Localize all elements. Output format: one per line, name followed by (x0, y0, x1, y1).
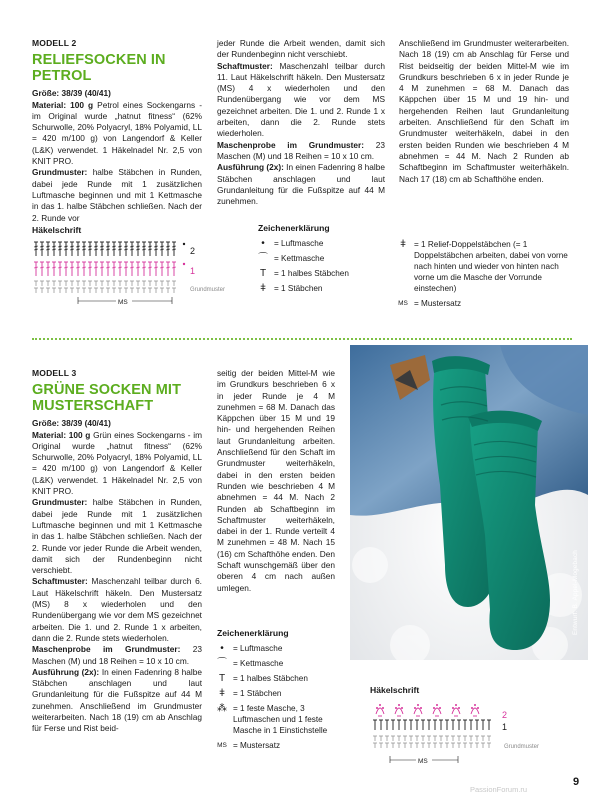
stitch-base (148, 288, 152, 293)
stitch-row2 (100, 242, 104, 256)
stitch-base (391, 736, 395, 741)
stitch-base (124, 288, 128, 293)
model2-size: Größe: 38/39 (40/41) (32, 88, 111, 99)
stitch-row1 (433, 720, 437, 730)
stitch-row1 (385, 720, 389, 730)
stitch-base (106, 288, 110, 293)
legend-symbol-icon: • (220, 643, 224, 654)
stitch-base (52, 288, 56, 293)
paragraph (32, 430, 202, 498)
legend-text: = 1 halbes Stäbchen (274, 269, 349, 278)
paragraph (217, 140, 385, 163)
paragraph-lead: Grundmuster: (32, 167, 88, 178)
stitch-row2 (70, 242, 74, 256)
stitch-base (118, 281, 122, 286)
stitch-row1 (172, 262, 176, 276)
stitch-base (403, 736, 407, 741)
stitch-base (46, 281, 50, 286)
stitch-row2 (118, 242, 122, 256)
stitch-row1 (88, 262, 92, 276)
stitch-base (397, 736, 401, 741)
model3-label: MODELL 3 (32, 368, 77, 378)
stitch-row2 (88, 242, 92, 256)
stitch-base (373, 743, 377, 748)
paragraph-text: Petrol eines Sockengarns - im Original wurde „hatnut fitness“ (62% Schurwolle, 20% Polyacryl, 18% Polyamid, LL = 420 m/100 g) von Langendorf & Keller (L&K) verwendet. 1 Häkelnadel Nr. 2,5 von KNIT PRO. (32, 99, 202, 167)
stitch-row1 (100, 262, 104, 276)
paragraph (32, 644, 202, 667)
stitch-row1 (52, 262, 56, 276)
stitch-base (415, 736, 419, 741)
model2-legend-heading: Zeichenerklärung (258, 223, 330, 233)
paragraph-text: Maschenzahl teilbar durch 6. Laut Häkelschrift häkeln. Den Mustersatz (MS) 8 x wiederholen und den Rundenübergang wie vor dem MS gezeichnet arbeiten. Die 1. und 2. Runde 1 x arbeiten, dann die 2. Runde stets wiederholen. (32, 576, 202, 643)
stitch-row1 (166, 262, 170, 276)
stitch-base (385, 736, 389, 741)
model3-chart-row-2: 2 (502, 710, 508, 720)
model3-column-1 (32, 368, 202, 735)
stitch-base (142, 281, 146, 286)
stitch-base (76, 281, 80, 286)
stitch-base (160, 281, 164, 286)
stitch-row1 (445, 720, 449, 730)
stitch-base (34, 281, 38, 286)
paragraph-lead: Ausführung (2x): (32, 666, 100, 677)
stitch-base (160, 288, 164, 293)
stitch-row2 (34, 242, 38, 256)
shell-stitch (471, 704, 479, 716)
stitch-base (481, 743, 485, 748)
paragraph-text: halbe Stäbchen in Runden, dabei jede Runde mit 1 zusätzlichen Luftmasche beginnen und mit 1 Kettmasche in das 1. halbe Stäbchen schließen. Nach der 2. Runde vor jeder Runde die Arbeit wenden, damit sich der Rundenbeginn nicht verschiebt. (32, 497, 202, 576)
model3-col1-paras (32, 430, 202, 735)
legend-row (392, 239, 572, 294)
paragraph-lead: Schaftmuster: (32, 576, 88, 587)
stitch-row1 (463, 720, 467, 730)
stitch-row1 (487, 720, 491, 730)
stitch-base (433, 743, 437, 748)
stitch-row1 (451, 720, 455, 730)
stitch-base (88, 281, 92, 286)
legend-row (252, 238, 387, 249)
legend-text: = Mustersatz (414, 299, 462, 308)
stitch-row1 (40, 262, 44, 276)
chain-stitch (183, 243, 185, 245)
stitch-base (463, 736, 467, 741)
stitch-row2 (172, 242, 176, 256)
section-divider (32, 338, 572, 340)
legend-text: = 1 Stäbchen (233, 689, 282, 698)
stitch-base (487, 743, 491, 748)
paragraph-lead: Maschenprobe im Grundmuster: (217, 139, 365, 150)
stitch-row1 (106, 262, 110, 276)
socks-illustration (350, 345, 588, 660)
paragraph-lead: Grundmuster: (32, 497, 88, 508)
legend-text: = Kettmasche (233, 659, 284, 668)
stitch-row1 (142, 262, 146, 276)
stitch-base (58, 288, 62, 293)
stitch-row1 (94, 262, 98, 276)
model2-column-3 (399, 38, 569, 185)
legend-symbol-icon: MS (398, 300, 408, 307)
stitch-row2 (136, 242, 140, 256)
paragraph-text: jeder Runde die Arbeit wenden, damit sich der Rundenbeginn nicht verschiebt. (217, 38, 385, 60)
stitch-base (100, 288, 104, 293)
stitch-base (409, 736, 413, 741)
stitch-base (427, 743, 431, 748)
legend-symbol-icon: MS (217, 742, 227, 749)
stitch-row2 (52, 242, 56, 256)
model3-ms-label: MS (418, 758, 428, 765)
stitch-row1 (130, 262, 134, 276)
stitch-row1 (76, 262, 80, 276)
stitch-row1 (469, 720, 473, 730)
paragraph (399, 38, 569, 185)
stitch-base (427, 736, 431, 741)
paragraph-text: 23 Maschen (M) und 18 Reihen = 10 x 10 cm. (32, 644, 202, 666)
paragraph (32, 576, 202, 644)
legend-symbol-icon: ǂ (219, 688, 225, 699)
paragraph (217, 162, 385, 207)
paragraph-text: In einen Fadenring 8 halbe Stäbchen anschlagen und laut Grundanleitung für die Fußspitze auf 44 M zunehmen. (217, 162, 385, 207)
stitch-base (172, 288, 176, 293)
stitch-base (88, 288, 92, 293)
stitch-row1 (136, 262, 140, 276)
model2-column-2 (217, 38, 385, 207)
stitch-row1 (415, 720, 419, 730)
paragraph (217, 38, 385, 61)
stitch-base (40, 281, 44, 286)
stitch-base (172, 281, 176, 286)
stitch-row2 (106, 242, 110, 256)
stitch-base (112, 281, 116, 286)
stitch-row1 (154, 262, 158, 276)
stitch-base (70, 281, 74, 286)
legend-text: = Mustersatz (233, 741, 281, 750)
stitch-base (64, 288, 68, 293)
model2-chart-stitches (34, 242, 185, 293)
socks-photo (350, 345, 588, 660)
model2-crochet-chart (32, 238, 242, 308)
stitch-base (439, 736, 443, 741)
legend-symbol-icon: T (218, 673, 226, 684)
legend-row (211, 688, 346, 699)
legend-row (211, 740, 346, 751)
model2-chart-row-2: 2 (190, 246, 196, 256)
stitch-base (385, 743, 389, 748)
stitch-base (475, 743, 479, 748)
stitch-row2 (40, 242, 44, 256)
stitch-base (457, 736, 461, 741)
model2-legend-left (252, 238, 387, 298)
model2-chart-base-label: Grundmuster (190, 287, 226, 293)
model2-label: MODELL 2 (32, 38, 77, 48)
model3-size: Größe: 38/39 (40/41) (32, 418, 111, 429)
stitch-base (142, 288, 146, 293)
legend-row (252, 268, 387, 279)
stitch-row2 (82, 242, 86, 256)
paragraph-text: Anschließend im Grundmuster weiterarbeiten. Nach 18 (19) cm ab Anschlag für Ferse und Rist beidseitig der beiden Mittel-M wie im Grundkurs beschrieben 6 x in jeder Runde je 4 M zunehmen = 68 M. Danach das Käppchen über 15 M und 19 hin- und hergehenden Reihen laut Grundanleitung arbeiten. Anschließend für den Schaft im Grundmuster weiterhäkeln, dabei in den ersten beiden Runden wie beschrieben 4 M abnehmen = 44 M. Nach 2 Runden ab Schaftbeginn im Schaftmuster weiterhäkeln. Nach 17 (18) cm ab Schafthöhe enden. (399, 38, 569, 184)
shell-stitch (414, 704, 422, 716)
legend-row (252, 253, 387, 264)
stitch-row2 (124, 242, 128, 256)
stitch-base (469, 743, 473, 748)
legend-row (211, 703, 346, 736)
stitch-base (34, 288, 38, 293)
stitch-base (46, 288, 50, 293)
legend-text: = Luftmasche (233, 644, 283, 653)
stitch-base (154, 288, 158, 293)
stitch-row2 (46, 242, 50, 256)
paragraph-lead: Schaftmuster: (217, 60, 273, 71)
stitch-base (70, 288, 74, 293)
stitch-row1 (427, 720, 431, 730)
legend-text: = Luftmasche (274, 239, 324, 248)
paragraph-text: seitig der beiden Mittel-M wie im Grundkurs beschrieben 6 x in jeder Runde je 4 M zunehmen = 68 M. Danach das Käppchen über 15 M und 19 hin- und hergehenden Reihen laut Grundanleitung arbeiten. Anschließend für den Schaft im Grundmuster weiterhäkeln, dabei in den ersten beiden Runden wie beschrieben 4 M abnehmen = 44 M. Nach 2 Runden ab Schaftbeginn im Schaftmuster weiterhäkeln, dabei in der 1. Runde verteilt 4 M zunehmen = 48 M. Nach 15 (16) cm Schafthöhe enden. Den Schaft wunschgemäß über den oberen 4 cm nach außen umlegen. (217, 368, 335, 593)
stitch-row1 (421, 720, 425, 730)
stitch-base (451, 743, 455, 748)
stitch-row2 (154, 242, 158, 256)
stitch-base (148, 281, 152, 286)
legend-row (392, 298, 572, 309)
stitch-row2 (160, 242, 164, 256)
stitch-row1 (34, 262, 38, 276)
stitch-row2 (166, 242, 170, 256)
model2-title: RELIEFSOCKEN IN PETROL (32, 52, 166, 85)
model3-col2-paras (217, 368, 335, 594)
stitch-base (94, 288, 98, 293)
stitch-base (475, 736, 479, 741)
stitch-base (463, 743, 467, 748)
model3-chart-stitches (373, 704, 491, 748)
stitch-row1 (58, 262, 62, 276)
stitch-row1 (124, 262, 128, 276)
stitch-row2 (64, 242, 68, 256)
paragraph-text: Maschenzahl teilbar durch 11. Laut Häkelschrift häkeln. Den Mustersatz (MS) 4 x wiederholen und den Rundenübergang wie vor dem MS gezeichnet arbeiten. Die 1. und 2. Runde 1 x arbeiten, dann die 2. Runde stets wiederholen. (217, 60, 385, 139)
shell-stitch (452, 704, 460, 716)
stitch-row1 (457, 720, 461, 730)
model2-col1-paras (32, 100, 202, 224)
stitch-base (487, 736, 491, 741)
stitch-base (136, 288, 140, 293)
stitch-row1 (391, 720, 395, 730)
shell-stitch (376, 704, 384, 716)
stitch-base (439, 743, 443, 748)
stitch-base (415, 743, 419, 748)
paragraph-text: 23 Maschen (M) und 18 Reihen = 10 x 10 cm. (217, 139, 385, 161)
stitch-row2 (148, 242, 152, 256)
stitch-row1 (379, 720, 383, 730)
stitch-row1 (118, 262, 122, 276)
stitch-row1 (46, 262, 50, 276)
model2-chart-row-1: 1 (190, 266, 196, 276)
model2-ms-label: MS (118, 299, 128, 306)
paragraph-text: In einen Fadenring 8 halbe Stäbchen anschlagen und laut Grundanleitung für die Fußspitze auf 44 M zunehmen. Anschließend im Grundmuster weiterarbeiten. Nach 18 (19) cm ab Anschlag für Ferse und Rist beid- (32, 666, 202, 734)
shell-stitch (433, 704, 441, 716)
stitch-base (403, 743, 407, 748)
stitch-base (82, 281, 86, 286)
model2-col2-paras (217, 38, 385, 207)
paragraph (32, 497, 202, 576)
stitch-base (124, 281, 128, 286)
stitch-row1 (403, 720, 407, 730)
legend-symbol-icon: T (259, 268, 267, 279)
legend-text: = 1 Stäbchen (274, 284, 323, 293)
model3-crochet-chart (370, 700, 550, 768)
stitch-row1 (481, 720, 485, 730)
stitch-base (94, 281, 98, 286)
paragraph-lead: Ausführung (2x): (217, 162, 284, 173)
paragraph-lead: Material: 100 g (32, 429, 91, 440)
paragraph-lead: Maschenprobe im Grundmuster: (32, 644, 181, 655)
legend-text: = 1 halbes Stäbchen (233, 674, 308, 683)
stitch-base (379, 736, 383, 741)
stitch-base (457, 743, 461, 748)
paragraph (32, 167, 202, 223)
stitch-base (106, 281, 110, 286)
stitch-base (391, 743, 395, 748)
stitch-base (409, 743, 413, 748)
paragraph-text: Grün eines Sockengarns - im Original wurde „hatnut fitness“ (62% Schurwolle, 20% Polyacryl, 18% Polyamid, LL = 420 m/100 g) von Langendorf & Keller (L&K) verwendet. 1 Häkelnadel Nr. 2,5 von KNIT PRO. (32, 429, 202, 497)
chain-stitch (183, 263, 185, 265)
stitch-base (166, 288, 170, 293)
stitch-row1 (397, 720, 401, 730)
legend-text: = 1 feste Masche, 3 Luftmaschen und 1 feste Masche in 1 Einstichstelle (233, 704, 328, 735)
stitch-row2 (112, 242, 116, 256)
model2-column-1 (32, 38, 202, 224)
stitch-base (433, 736, 437, 741)
stitch-row2 (142, 242, 146, 256)
model3-chart-base-label: Grundmuster (504, 744, 540, 750)
stitch-base (154, 281, 158, 286)
legend-symbol-icon: ⁂ (217, 703, 227, 714)
stitch-base (166, 281, 170, 286)
stitch-row1 (148, 262, 152, 276)
stitch-base (100, 281, 104, 286)
stitch-base (379, 743, 383, 748)
legend-symbol-icon: ⌒ (217, 658, 227, 669)
stitch-base (421, 736, 425, 741)
stitch-base (130, 281, 134, 286)
legend-row (211, 673, 346, 684)
stitch-base (373, 736, 377, 741)
photo-credit: Entwurf: B. Appel-Mogebach (572, 549, 579, 635)
stitch-base (118, 288, 122, 293)
stitch-base (445, 743, 449, 748)
page-number: 9 (573, 776, 580, 788)
paragraph (217, 61, 385, 140)
stitch-row1 (112, 262, 116, 276)
footer-site: PassionForum.ru (470, 785, 528, 794)
stitch-row1 (475, 720, 479, 730)
model3-chart-heading: Häkelschrift (370, 685, 420, 695)
shell-stitch (395, 704, 403, 716)
stitch-base (445, 736, 449, 741)
stitch-base (52, 281, 56, 286)
legend-row (211, 643, 346, 654)
paragraph (32, 100, 202, 168)
stitch-base (451, 736, 455, 741)
legend-text: = 1 Relief-Doppelstäbchen (= 1 Doppelstäbchen arbeiten, dabei von vorne nach hinten und wieder von hinten nach vorne um die Masche der Vorrunde einstechen) (414, 240, 568, 293)
paragraph-text: halbe Stäbchen in Runden, dabei jede Runde mit 1 zusätzlichen Luftmasche beginnen und mit 1 Kettmasche in das 1. halbe Stäbchen schließen. Nach der 2. Runde vor (32, 167, 202, 223)
paragraph-lead: Material: 100 g (32, 99, 94, 110)
stitch-row2 (130, 242, 134, 256)
stitch-row1 (160, 262, 164, 276)
model2-col3-paras (399, 38, 569, 185)
model2-chart-heading: Häkelschrift (32, 225, 82, 235)
model3-chart-row-1: 1 (502, 722, 508, 732)
legend-symbol-icon: ǂ (260, 283, 266, 294)
stitch-row2 (94, 242, 98, 256)
stitch-base (76, 288, 80, 293)
legend-symbol-icon: • (261, 238, 265, 249)
stitch-row1 (409, 720, 413, 730)
paragraph (217, 368, 335, 594)
stitch-base (58, 281, 62, 286)
stitch-base (130, 288, 134, 293)
model3-title: GRÜNE SOCKEN MIT MUSTERSCHAFT (32, 382, 182, 415)
model2-legend-right (392, 239, 572, 313)
stitch-base (421, 743, 425, 748)
stitch-base (40, 288, 44, 293)
legend-symbol-icon: ⌒ (258, 253, 268, 264)
stitch-row1 (70, 262, 74, 276)
model3-legend (211, 643, 346, 755)
stitch-base (82, 288, 86, 293)
stitch-base (112, 288, 116, 293)
model3-column-2 (217, 368, 335, 594)
stitch-base (481, 736, 485, 741)
legend-row (211, 658, 346, 669)
legend-row (252, 283, 387, 294)
legend-symbol-icon: ǂ (400, 239, 406, 250)
stitch-base (64, 281, 68, 286)
model3-legend-heading: Zeichenerklärung (217, 628, 289, 638)
stitch-base (469, 736, 473, 741)
stitch-row1 (373, 720, 377, 730)
paragraph (32, 667, 202, 735)
stitch-row1 (64, 262, 68, 276)
legend-text: = Kettmasche (274, 254, 325, 263)
stitch-base (397, 743, 401, 748)
stitch-row1 (82, 262, 86, 276)
stitch-row2 (76, 242, 80, 256)
stitch-row1 (439, 720, 443, 730)
stitch-row2 (58, 242, 62, 256)
stitch-base (136, 281, 140, 286)
